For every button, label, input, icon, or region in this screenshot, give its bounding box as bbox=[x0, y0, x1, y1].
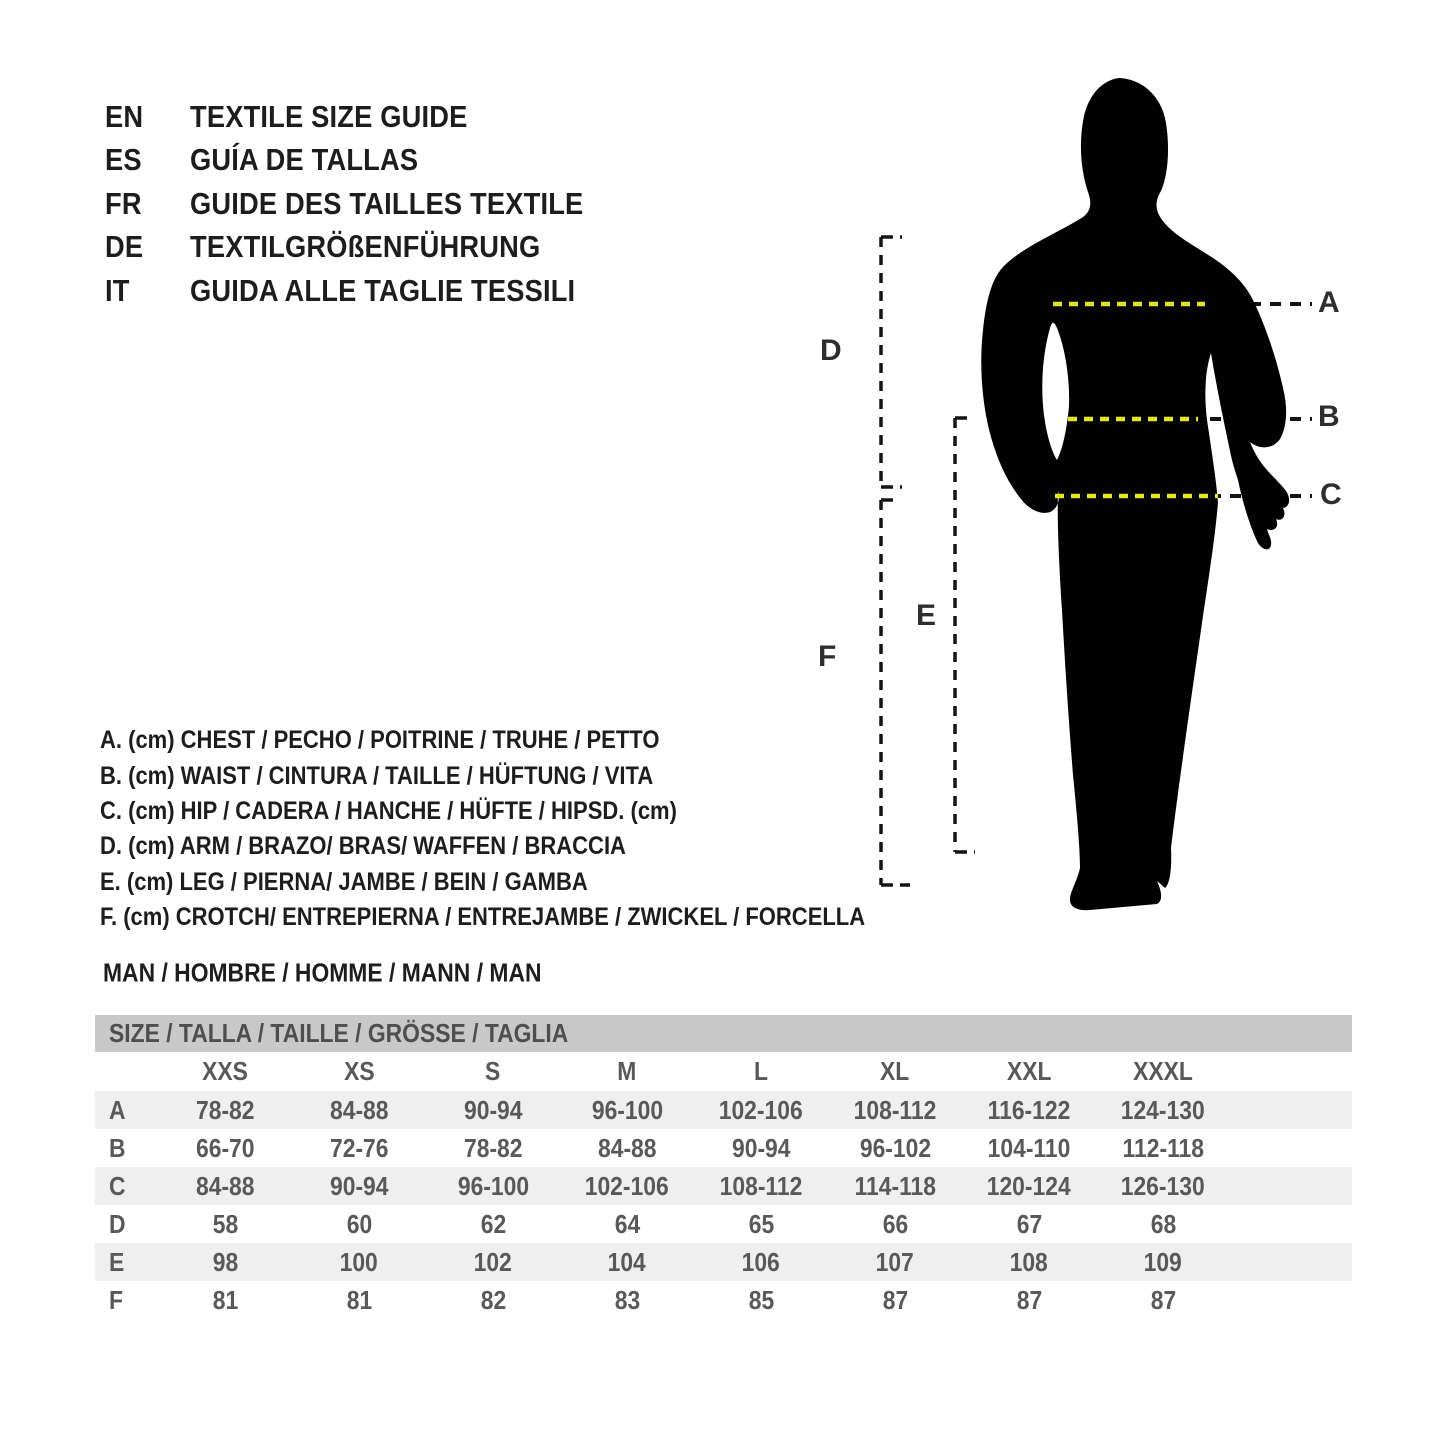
cell: 102 bbox=[473, 1246, 513, 1277]
cell: 108 bbox=[1009, 1246, 1049, 1277]
cell: 84-88 bbox=[597, 1132, 657, 1163]
cell: 84-88 bbox=[329, 1094, 389, 1125]
table-row-chest bbox=[95, 1091, 1352, 1129]
cell: 96-100 bbox=[457, 1170, 529, 1201]
marker-label-d: D bbox=[820, 334, 842, 367]
cell: 85 bbox=[748, 1284, 774, 1315]
table-row-leg bbox=[95, 1243, 1352, 1281]
cell: 66 bbox=[882, 1208, 908, 1239]
cell: 62 bbox=[480, 1208, 506, 1239]
cell-filler bbox=[1230, 1167, 1352, 1205]
guide-title-es: GUÍA DE TALLAS bbox=[190, 142, 419, 178]
guide-title-fr: GUIDE DES TAILLES TEXTILE bbox=[190, 185, 584, 221]
cell: 81 bbox=[346, 1284, 372, 1315]
cell: 124-130 bbox=[1121, 1094, 1205, 1125]
cell: 116-122 bbox=[987, 1094, 1071, 1125]
cell: 102-106 bbox=[719, 1094, 803, 1125]
cell: 87 bbox=[882, 1284, 908, 1315]
cell: 67 bbox=[1016, 1208, 1042, 1239]
size-header-filler bbox=[1230, 1052, 1352, 1091]
language-code: EN bbox=[105, 98, 144, 134]
guide-title-de: TEXTILGRÖßENFÜHRUNG bbox=[190, 229, 541, 265]
language-code: ES bbox=[105, 142, 142, 178]
size-header-row bbox=[95, 1052, 1352, 1091]
gender-heading: MAN / HOMBRE / HOMME / MANN / MAN bbox=[103, 957, 542, 988]
marker-label-b: B bbox=[1318, 400, 1340, 433]
size-col-l: L bbox=[754, 1056, 768, 1086]
cell: 68 bbox=[1150, 1208, 1176, 1239]
cell: 72-76 bbox=[329, 1132, 389, 1163]
size-table-title-bar bbox=[95, 1015, 1352, 1052]
table-row-arm bbox=[95, 1205, 1352, 1243]
cell-filler bbox=[1230, 1281, 1352, 1319]
cell: 108-112 bbox=[853, 1094, 937, 1125]
row-label: C bbox=[109, 1170, 126, 1201]
legend-item-arm: D. (cm) ARM / BRAZO/ BRAS/ WAFFEN / BRACCIA bbox=[100, 832, 626, 861]
cell: 96-102 bbox=[859, 1132, 931, 1163]
cell: 126-130 bbox=[1121, 1170, 1205, 1201]
table-row-hip bbox=[95, 1167, 1352, 1205]
row-label: E bbox=[109, 1246, 125, 1277]
cell: 78-82 bbox=[463, 1132, 523, 1163]
cell: 102-106 bbox=[585, 1170, 669, 1201]
measurement-legend bbox=[100, 723, 969, 935]
cell: 90-94 bbox=[731, 1132, 791, 1163]
cell: 90-94 bbox=[329, 1170, 389, 1201]
cell: 87 bbox=[1016, 1284, 1042, 1315]
marker-label-f: F bbox=[818, 640, 837, 673]
cell: 66-70 bbox=[195, 1132, 255, 1163]
row-label: A bbox=[109, 1094, 126, 1125]
language-code: IT bbox=[105, 272, 130, 308]
table-row-waist bbox=[95, 1129, 1352, 1167]
cell: 98 bbox=[212, 1246, 238, 1277]
row-label: D bbox=[109, 1208, 126, 1239]
size-col-xxl: XXL bbox=[1006, 1056, 1052, 1086]
cell: 96-100 bbox=[591, 1094, 663, 1125]
cell-filler bbox=[1230, 1091, 1352, 1129]
cell: 58 bbox=[212, 1208, 238, 1239]
cell: 112-118 bbox=[1122, 1132, 1204, 1163]
table-row-crotch bbox=[95, 1281, 1352, 1319]
cell: 82 bbox=[480, 1284, 506, 1315]
arm-dimension-line bbox=[881, 237, 902, 487]
cell: 107 bbox=[875, 1246, 915, 1277]
cell: 60 bbox=[346, 1208, 372, 1239]
cell: 106 bbox=[741, 1246, 781, 1277]
guide-title-en: TEXTILE SIZE GUIDE bbox=[190, 98, 468, 134]
marker-label-a: A bbox=[1318, 286, 1340, 319]
row-label: B bbox=[109, 1132, 126, 1163]
cell: 84-88 bbox=[195, 1170, 255, 1201]
language-code: DE bbox=[105, 229, 144, 265]
cell: 109 bbox=[1143, 1246, 1183, 1277]
legend-item-crotch: F. (cm) CROTCH/ ENTREPIERNA / ENTREJAMBE / ZWICKEL / FORCELLA bbox=[100, 903, 866, 932]
marker-label-c: C bbox=[1320, 478, 1342, 511]
cell: 104-110 bbox=[987, 1132, 1071, 1163]
size-header-blank bbox=[95, 1052, 158, 1091]
marker-label-e: E bbox=[916, 599, 937, 632]
cell: 81 bbox=[212, 1284, 238, 1315]
cell-filler bbox=[1230, 1243, 1352, 1281]
cell: 87 bbox=[1150, 1284, 1176, 1315]
cell: 64 bbox=[614, 1208, 640, 1239]
cell: 83 bbox=[614, 1284, 640, 1315]
language-code: FR bbox=[105, 185, 142, 221]
guide-title-it: GUIDA ALLE TAGLIE TESSILI bbox=[190, 272, 576, 308]
cell: 120-124 bbox=[987, 1170, 1071, 1201]
size-col-s: S bbox=[485, 1056, 501, 1086]
size-col-xxxl: XXXL bbox=[1133, 1056, 1193, 1086]
legend-item-hip: C. (cm) HIP / CADERA / HANCHE / HÜFTE / HIPSD. (cm) bbox=[100, 796, 677, 825]
cell: 114-118 bbox=[854, 1170, 936, 1201]
cell: 90-94 bbox=[463, 1094, 523, 1125]
cell: 65 bbox=[748, 1208, 774, 1239]
size-col-xs: XS bbox=[343, 1056, 375, 1086]
size-table bbox=[95, 1052, 1352, 1319]
cell-filler bbox=[1230, 1205, 1352, 1243]
row-label: F bbox=[109, 1284, 123, 1315]
size-col-xxs: XXS bbox=[202, 1056, 248, 1086]
cell: 78-82 bbox=[195, 1094, 255, 1125]
size-col-m: M bbox=[617, 1056, 637, 1086]
legend-item-leg: E. (cm) LEG / PIERNA/ JAMBE / BEIN / GAMBA bbox=[100, 867, 588, 896]
size-table-section bbox=[95, 1015, 1352, 1319]
legend-item-waist: B. (cm) WAIST / CINTURA / TAILLE / HÜFTUNG / VITA bbox=[100, 761, 654, 790]
legend-item-chest: A. (cm) CHEST / PECHO / POITRINE / TRUHE / PETTO bbox=[100, 726, 660, 755]
cell: 104 bbox=[607, 1246, 647, 1277]
cell-filler bbox=[1230, 1129, 1352, 1167]
cell: 100 bbox=[339, 1246, 379, 1277]
size-table-title: SIZE / TALLA / TAILLE / GRÖSSE / TAGLIA bbox=[109, 1018, 569, 1048]
size-col-xl: XL bbox=[880, 1056, 910, 1086]
cell: 108-112 bbox=[719, 1170, 803, 1201]
